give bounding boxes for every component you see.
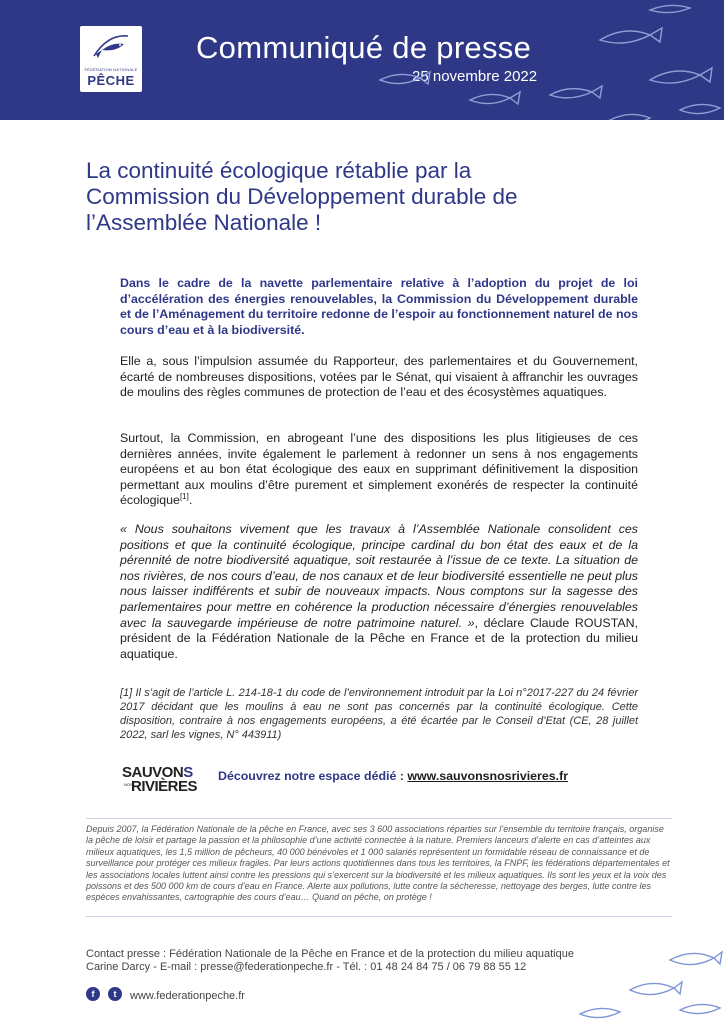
sauvons-line1: SAUVONS bbox=[122, 764, 193, 781]
contact-block bbox=[86, 948, 606, 974]
title-line: Commission du Développement durable de bbox=[86, 184, 518, 209]
paragraph-2-text: Surtout, la Commission, en abrogeant l’une des dispositions les plus litigieuses de ces dernières années, invite également le parlement à redonner un sens à nos engagements européens et au bon état écologique des eaux en supprimant définitivement la disposition permettant aux moulins d’être purement et simplement exonérés de respecter la continuité écologique bbox=[120, 431, 638, 508]
discover-label: Découvrez notre espace dédié : bbox=[218, 769, 408, 783]
contact-line-1: Contact presse : Fédération Nationale de la Pêche en France et de la protection du milieu aquatique bbox=[86, 948, 574, 960]
paragraph-2-end: . bbox=[188, 493, 193, 508]
lead-paragraph: Dans le cadre de la navette parlementaire relative à l’adoption du projet de loi d’accélération des énergies renouvelables, la Commission du Développement durable et de l’Aménagement du territoire redonne de l’espoir au fonctionnement naturel de nos cours d’eau et à la biodiversité. bbox=[120, 276, 638, 337]
title-line: La continuité écologique rétablie par la bbox=[86, 158, 472, 183]
fish-pattern-icon bbox=[350, 0, 724, 120]
page-title bbox=[86, 158, 646, 236]
paragraph-1: Elle a, sous l’impulsion assumée du Rapporteur, des parlementaires et du Gouvernement, écarté de nombreuses dispositions, votées par le Sénat, qui visaient à affranchir les ouvrages de moulins des règles communes de protection de l’eau et des écosystèmes aquatiques. bbox=[120, 354, 638, 400]
logo-subtitle: FÉDÉRATION NATIONALE bbox=[84, 67, 138, 72]
sauvons-small: NOS bbox=[124, 782, 133, 787]
footnote-ref[interactable]: [1] bbox=[179, 492, 189, 502]
sauvons-line2: RIVIÈRES bbox=[131, 778, 198, 795]
paragraph-2 bbox=[120, 431, 638, 509]
header-banner bbox=[0, 0, 724, 120]
sauvons-link[interactable]: www.sauvonsnosrivieres.fr bbox=[407, 769, 569, 783]
header-date: 25 novembre 2022 bbox=[412, 68, 538, 85]
discover-line bbox=[218, 769, 568, 783]
about-fnpf: Depuis 2007, la Fédération Nationale de la pêche en France, avec ses 3 600 associations réparties sur l’ensemble du territoire français, organise la pêche de loisir et partage la passion et la philosophie d’une activité connectée à la nature. Premiers lanceurs d’alerte en cas d’atteintes aux milieux aquatiques, les 1,5 million de pêcheurs, 40 000 bénévoles et 1 000 salariés représentent un formidable réseau de connaissance et de surveillance pour protéger ces milieux fragiles. Par leurs actions quotidiennes dans tous les territoires, la FNPF, les fédérations départementales et les associations locales luttent ainsi contre les pressions qui s’exercent sur la biodiversité et les milieux aquatiques. Ils sont les yeux et la voix des poissons et des 500 000 km de cours d’eau en France. Alerte aux pollutions, lutte contre la sécheresse, nettoyage des berges, lutte contre les espèces envahissantes, cartographie des cours d’eau… Quand on pêche, on protège ! bbox=[86, 824, 670, 903]
title-line: l’Assemblée Nationale ! bbox=[86, 210, 322, 235]
footnote: [1] Il s’agit de l’article L. 214-18-1 du code de l’environnement introduit par la Loi n°2017-227 du 24 février 2017 décidant que les moulins à eau ne sont pas concernés par la continuité écologique. Cette disposition, contraire à nos engagements européens, a été écartée par le Conseil d’Etat (CE, 28 juillet 2022, sarl les vignes, N° 443911) bbox=[120, 687, 638, 741]
fish-decoration-icon bbox=[560, 930, 724, 1023]
fish-logo-icon bbox=[90, 30, 132, 62]
logo-name: PÊCHE bbox=[87, 73, 135, 88]
divider bbox=[86, 916, 672, 917]
quote-text: « Nous souhaitons vivement que les travaux à l’Assemblée Nationale consolident ces positions et que la continuité écologique, principe cardinal du bon état des eaux et de la pérennité de notre biodiversité aquatique, soit restaurée à l’issue de ce texte. La situation de nos rivières, de nos cours d’eau, de nos canaux et de leur biodiversité essentielle ne peut plus nous laisser indifférents et subir de nouveaux impacts. Nous comptons sur la sagesse des parlementaires pour mettre en cohérence la production nécessaire d’énergies renouvelables avec la sauvegarde impérieuse de notre patrimoine naturel. » bbox=[120, 522, 638, 630]
sauvons-logo[interactable] bbox=[122, 764, 208, 794]
facebook-icon[interactable]: f bbox=[86, 987, 100, 1001]
website-link[interactable]: www.federationpeche.fr bbox=[130, 990, 245, 1002]
divider bbox=[86, 818, 672, 819]
twitter-icon[interactable]: t bbox=[108, 987, 122, 1001]
fnpf-logo[interactable] bbox=[80, 26, 142, 92]
contact-line-2: Carine Darcy - E-mail : presse@federationpeche.fr - Tél. : 01 48 24 84 75 / 06 79 88 55 12 bbox=[86, 961, 527, 973]
quote-attribution: , déclare Claude ROUSTAN, président de la Fédération Nationale de la Pêche en France et de la protection du milieu aquatique. bbox=[120, 615, 638, 661]
quote-paragraph bbox=[120, 522, 638, 662]
header-title: Communiqué de presse bbox=[196, 30, 532, 65]
